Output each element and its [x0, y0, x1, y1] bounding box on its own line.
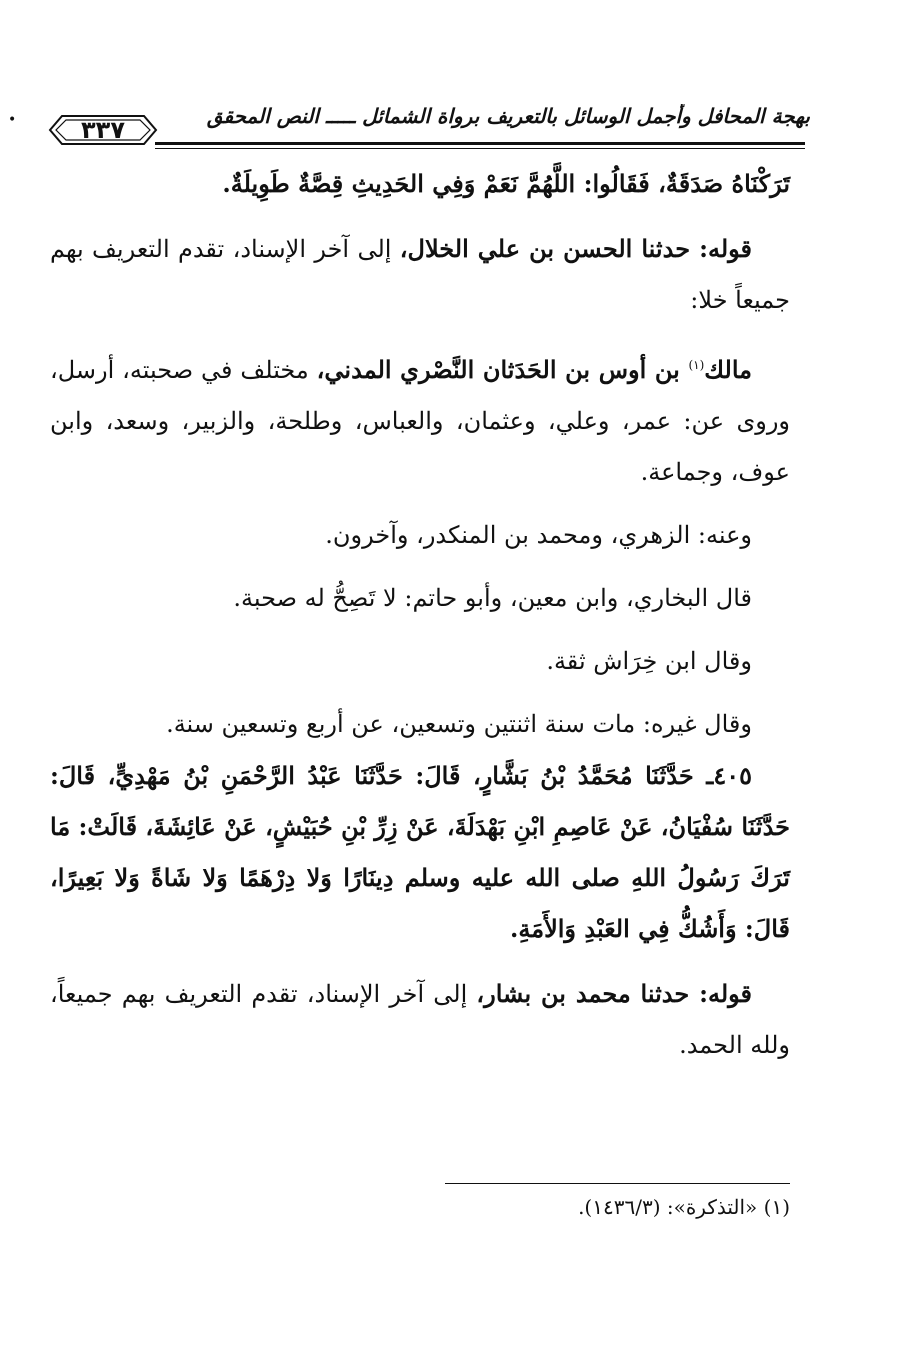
commentary-paragraph — [50, 223, 790, 326]
grading-line: وقال ابن خِرَاش ثقة. — [546, 647, 752, 675]
quote-lead: قوله: حدثنا الحسن بن علي الخلال، — [399, 234, 753, 263]
commentary-paragraph-2 — [50, 968, 790, 1071]
quote-lead-2: قوله: حدثنا محمد بن بشار، — [476, 979, 753, 1008]
running-title: بهجة المحافل وأجمل الوسائل بالتعريف برواة الشمائل ـــــ النص المحقق — [206, 104, 810, 128]
header-rule-thin — [155, 148, 805, 149]
footnote-marker: (١) — [688, 358, 705, 372]
footnote-separator — [445, 1183, 790, 1184]
page-number: ٣٣٧ — [81, 116, 125, 144]
commentary-text: إلى آخر الإسناد، تقدم التعريف بهم جميعاً خلا: — [50, 235, 790, 314]
students-line: وعنه: الزهري، ومحمد بن المنكدر، وآخرون. — [325, 521, 752, 549]
death-line: وقال غيره: مات سنة اثنتين وتسعين، عن أربع وتسعين سنة. — [166, 710, 752, 738]
header-rule — [155, 142, 805, 145]
critic-opinion: قال البخاري، وابن معين، وأبو حاتم: لا تَصِحُّ له صحبة. — [233, 584, 752, 612]
footnote: (١) «التذكرة»: (١٤٣٦/٣). — [578, 1195, 790, 1219]
page-number-frame — [48, 114, 158, 146]
narrator-bio — [50, 340, 790, 498]
narrator-name: مالك — [704, 355, 752, 384]
page-header — [20, 92, 890, 162]
narrator-details: مختلف في صحبته، أرسل، وروى عن: عمر، وعلي، وعثمان، والعباس، وطلحة، والزبير، وسعد، وابن عوف، وجماعة. — [50, 356, 790, 486]
main-text — [50, 158, 790, 1071]
commentary-text-2: إلى آخر الإسناد، تقدم التعريف بهم جميعاً، ولله الحمد. — [50, 980, 790, 1059]
narrator-lineage: بن أوس بن الحَدَثان النَّصْري المدني، — [316, 355, 689, 384]
hadith-ending: تَرَكْنَاهُ صَدَقَةٌ، فَقَالُوا: اللَّهُمَّ نَعَمْ وَفِي الحَدِيثِ قِصَّةٌ طَوِيلَةٌ. — [222, 169, 790, 198]
scan-mark: • — [8, 112, 17, 128]
hadith-405: ٤٠٥ـ حَدَّثَنَا مُحَمَّدُ بْنُ بَشَّارٍ، قَالَ: حَدَّثَنَا عَبْدُ الرَّحْمَنِ بْنُ مَهْدِيٍّ، قَالَ: حَدَّثَنَا سُفْيَانُ، عَنْ عَاصِمِ ابْنِ بَهْدَلَةَ، عَنْ زِرِّ بْنِ حُبَيْشٍ، عَنْ عَائِشَةَ، قَالَتْ: مَا تَرَكَ رَسُولُ اللهِ صلى الله عليه وسلم دِينَارًا وَلا دِرْهَمًا وَلا شَاةً وَلا بَعِيرًا، قَالَ: وَأَشُكُّ فِي العَبْدِ وَالأَمَةِ. — [50, 761, 790, 943]
